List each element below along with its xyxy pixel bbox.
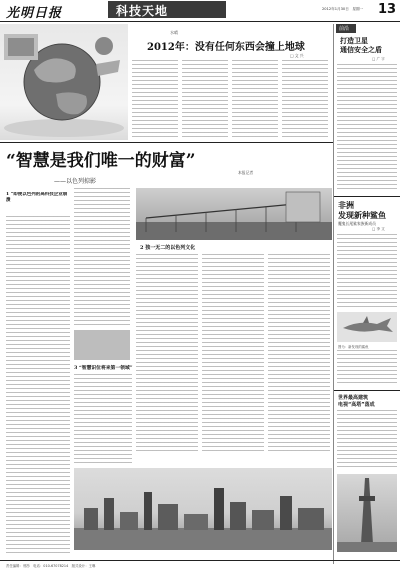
top-section-rule bbox=[0, 142, 333, 143]
globe-illustration bbox=[0, 24, 128, 140]
sidebar-top-body bbox=[337, 64, 397, 192]
page-number: 13 bbox=[378, 2, 397, 17]
feature-col-5 bbox=[268, 254, 330, 454]
feature-byline: 本报记者 bbox=[238, 170, 254, 175]
sidebar-bottom-body bbox=[337, 410, 397, 470]
shark-graphic bbox=[337, 312, 397, 342]
issue-date: 2012年1月30日 星期一 bbox=[322, 7, 364, 11]
sidebar-mid-rule bbox=[334, 390, 400, 391]
feature-photo-2 bbox=[74, 330, 130, 360]
sidebar-mid-headline-2: 发现新种鲨鱼 bbox=[338, 211, 386, 220]
sidebar-divider bbox=[333, 24, 334, 564]
feature-headline: “智慧是我们唯一的财富” bbox=[6, 151, 196, 171]
feature-section-2-title: 2 独一无二的以色列文化 bbox=[140, 245, 196, 251]
sidebar-mid-subhead: 魔鬼长尾鲨家族新成员 bbox=[338, 221, 376, 226]
column-tag bbox=[336, 24, 356, 33]
sidebar-mid-body-2 bbox=[337, 350, 397, 386]
sidebar-bottom-headline-2: 电视“高塔”落成 bbox=[338, 402, 375, 408]
sidebar-top-byline: □ 广 宇 bbox=[372, 57, 385, 61]
section-banner bbox=[108, 1, 226, 18]
top-story-col-1 bbox=[132, 60, 178, 140]
masthead-rule bbox=[0, 21, 400, 22]
top-story-byline: □ 文 兴 bbox=[290, 53, 304, 58]
newspaper-logo: 光明日报 bbox=[6, 6, 63, 21]
sidebar-mid-headline-1: 非洲 bbox=[338, 201, 354, 210]
globe-graphic bbox=[0, 24, 128, 140]
feature-section-3-title: 3 “智慧识位将来第一领域” bbox=[74, 365, 133, 371]
footer-credits: 责任编辑：邢彤 电话：010-67078214 版式设计：王琳 bbox=[6, 564, 96, 568]
top-story-col-4 bbox=[282, 60, 328, 140]
feature-col-6 bbox=[74, 374, 132, 464]
feature-col-2 bbox=[74, 188, 130, 328]
top-story-headline: 2012年：没有任何东西会撞上地球 bbox=[147, 42, 305, 53]
sidebar-mid-byline: □ 李 文 bbox=[372, 227, 385, 231]
tower-photo bbox=[337, 474, 397, 552]
top-story-col-3 bbox=[232, 60, 278, 140]
shark-photo-caption: 图为：新发现的鲨鱼 bbox=[338, 345, 369, 349]
feature-col-4 bbox=[202, 254, 264, 454]
feature-photo bbox=[136, 188, 332, 240]
sidebar-mid-body bbox=[337, 234, 397, 310]
top-story-kicker: 水晴 bbox=[170, 30, 178, 35]
masthead bbox=[0, 0, 400, 22]
feature-section-1-title: 1 “即便以色列的高科技企业崩溃 bbox=[6, 192, 68, 203]
sidebar-bottom-headline-1: 世界最高建筑 bbox=[338, 395, 369, 401]
tv-tower-graphic bbox=[337, 474, 397, 552]
sidebar-top-rule bbox=[334, 196, 400, 197]
irrigation-scene bbox=[136, 188, 332, 240]
section-title: 科技天地 bbox=[116, 4, 169, 18]
sidebar-top-headline-1: 打造卫星 bbox=[340, 37, 368, 45]
column-tag-label: 前沿 bbox=[339, 26, 350, 32]
top-story-col-2 bbox=[182, 60, 228, 140]
footer-rule bbox=[0, 560, 400, 561]
shark-photo bbox=[337, 312, 397, 342]
feature-col-3 bbox=[136, 254, 198, 454]
city-skyline bbox=[74, 468, 332, 550]
sidebar-top-headline-2: 通信安全之盾 bbox=[340, 46, 382, 54]
feature-subhead: ——以色列掠影 bbox=[54, 178, 97, 185]
feature-col-1 bbox=[6, 216, 70, 556]
skyline-photo bbox=[74, 468, 332, 550]
